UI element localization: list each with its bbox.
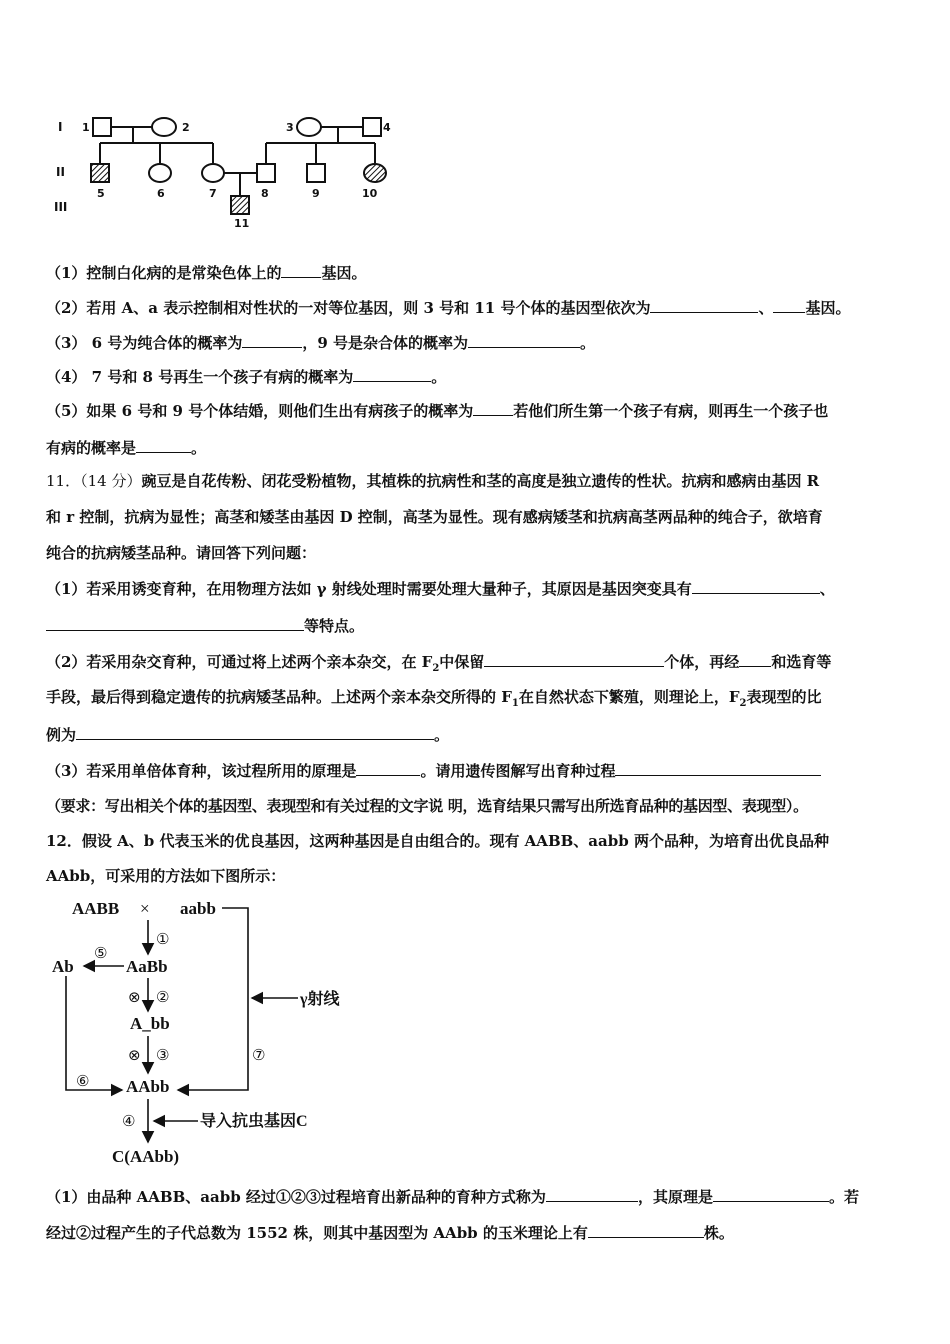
step-1: ① — [156, 930, 170, 948]
q10-part5: （5）如果 6 号和 9 号个体结婚，则他们生出有病孩子的概率为 若他们所生第一个孩子有病，则再生一个孩子也 — [46, 402, 829, 420]
step-7: ⑦ — [252, 1046, 266, 1064]
q11-sub1-cont: 等特点。 — [46, 615, 906, 636]
q11-sub2-ratio: 例为 。 — [46, 726, 450, 744]
target-aabb: AAbb — [126, 1077, 170, 1096]
self-cross-symbol: ⊗ — [128, 1046, 141, 1064]
cross-symbol: × — [140, 899, 150, 918]
step-2: ② — [156, 988, 170, 1006]
q12-intro-line2: AAbb，可采用的方法如下图所示： — [46, 867, 286, 885]
generation-label-III: III — [54, 200, 68, 214]
parent-aabb-recessive: aabb — [180, 899, 216, 918]
self-cross-symbol: ⊗ — [128, 988, 141, 1006]
q11-sub3: （3）若采用单倍体育种，该过程所用的原理是 。请用遗传图解写出育种过程 — [46, 760, 906, 781]
answer-blank[interactable] — [615, 760, 821, 776]
generation-label-II: II — [56, 165, 65, 179]
answer-blank[interactable] — [546, 1186, 638, 1202]
answer-blank[interactable] — [281, 262, 321, 278]
step-4: ④ — [122, 1112, 136, 1130]
q10-part3: （3） 6 号为纯合体的概率为 ，9 号是杂合体的概率为 。 — [46, 334, 596, 352]
answer-blank[interactable] — [136, 437, 191, 453]
answer-blank[interactable] — [650, 297, 758, 313]
q11-sub3-requirement: （要求：写出相关个体的基因型、表现型和有关过程的文字说 明，选育结果只需写出所选育品种的基因型、表现型）。 — [46, 797, 808, 815]
individual-2-female — [152, 118, 176, 136]
q10-part2: （2）若用 A、a 表示控制相对性状的一对等位基因，则 3 号和 11 号个体的基因型依次为 、 基因。 — [46, 299, 851, 317]
breeding-scheme-diagram — [40, 892, 370, 1177]
gene-import-label: 导入抗虫基因C — [200, 1113, 308, 1130]
parent-aabb-dominant: AABB — [72, 899, 120, 918]
answer-blank[interactable] — [713, 1186, 829, 1202]
individual-label-11: 11 — [234, 217, 250, 230]
q12-sub1-cont: 经过②过程产生的子代总数为 1552 株，则其中基因型为 AAbb 的玉米理论上有 株。 — [46, 1224, 734, 1242]
q11-intro-line1: 11．（14 分）豌豆是自花传粉、闭花受粉植物，其植株的抗病性和茎的高度是独立遗传的性状。抗病和感病由基因 R — [46, 472, 820, 490]
answer-blank[interactable] — [356, 760, 420, 776]
individual-7-female — [202, 164, 224, 182]
individual-8-male — [257, 164, 275, 182]
answer-blank[interactable] — [46, 615, 304, 631]
answer-blank[interactable] — [484, 651, 664, 667]
individual-label-8: 8 — [261, 187, 269, 200]
individual-label-7: 7 — [209, 187, 217, 200]
individual-6-female — [149, 164, 171, 182]
step-5: ⑤ — [94, 944, 108, 962]
answer-blank[interactable] — [76, 724, 434, 740]
answer-blank[interactable] — [692, 578, 820, 594]
q10-part4: （4） 7 号和 8 号再生一个孩子有病的概率为 。 — [46, 368, 447, 386]
answer-blank[interactable] — [588, 1222, 704, 1238]
step-6: ⑥ — [76, 1072, 90, 1090]
q11-intro-line2: 和 r 控制，抗病为显性；高茎和矮茎由基因 D 控制，高茎为显性。现有感病矮茎和抗病高茎两品种的纯合子，欲培育 — [46, 508, 823, 526]
individual-label-6: 6 — [157, 187, 165, 200]
f1-genotype: AaBb — [126, 957, 168, 976]
haploid-ab: Ab — [52, 957, 74, 976]
individual-label-3: 3 — [286, 121, 294, 134]
individual-label-1: 1 — [82, 121, 90, 134]
answer-blank[interactable] — [473, 400, 513, 416]
pedigree-chart — [50, 105, 410, 235]
answer-blank[interactable] — [739, 651, 771, 667]
q11-intro-line3: 纯合的抗病矮茎品种。请回答下列问题： — [46, 544, 317, 562]
individual-9-male — [307, 164, 325, 182]
answer-blank[interactable] — [242, 332, 302, 348]
answer-blank[interactable] — [353, 366, 431, 382]
answer-blank[interactable] — [468, 332, 580, 348]
q10-part5-cont: 有病的概率是 。 — [46, 439, 207, 457]
individual-11-affected-male — [231, 196, 249, 214]
individual-5-affected-male — [91, 164, 109, 182]
generation-label-I: I — [58, 120, 63, 134]
gamma-ray-label: γ射线 — [300, 991, 340, 1008]
step-3: ③ — [156, 1046, 170, 1064]
genotype-a-bb: A_bb — [130, 1014, 170, 1033]
q11-sub2-cont: 手段，最后得到稳定遗传的抗病矮茎品种。上述两个亲本杂交所得的 $F_1$在自然状态下繁殖，则理论上，$F_2$表现型的比 — [46, 688, 822, 709]
answer-blank[interactable] — [773, 297, 805, 313]
individual-4-male — [363, 118, 381, 136]
individual-10-affected-female — [364, 164, 386, 182]
product-c-aabb: C(AAbb) — [112, 1147, 180, 1166]
individual-label-2: 2 — [182, 121, 190, 134]
q11-sub2: （2）若采用杂交育种，可通过将上述两个亲本杂交，在 $F_2$中保留 个体，再经 和选育等 — [46, 653, 832, 674]
individual-label-5: 5 — [97, 187, 105, 200]
q11-sub1: （1）若采用诱变育种，在用物理方法如 γ 射线处理时需要处理大量种子，其原因是基因突变具有 、 — [46, 580, 835, 598]
individual-3-female — [297, 118, 321, 136]
individual-label-10: 10 — [362, 187, 378, 200]
individual-1-male — [93, 118, 111, 136]
q12-sub1: （1）由品种 AABB、aabb 经过①②③过程培育出新品种的育种方式称为 ，其原理是 。若 — [46, 1188, 859, 1206]
q10-part1: （1）控制白化病的是常染色体上的 基因。 — [46, 264, 367, 282]
individual-label-9: 9 — [312, 187, 320, 200]
q12-intro-line1: 12．假设 A、b 代表玉米的优良基因，这两种基因是自由组合的。现有 AABB、aabb 两个品种，为培育出优良品种 — [46, 832, 829, 850]
individual-label-4: 4 — [383, 121, 391, 134]
